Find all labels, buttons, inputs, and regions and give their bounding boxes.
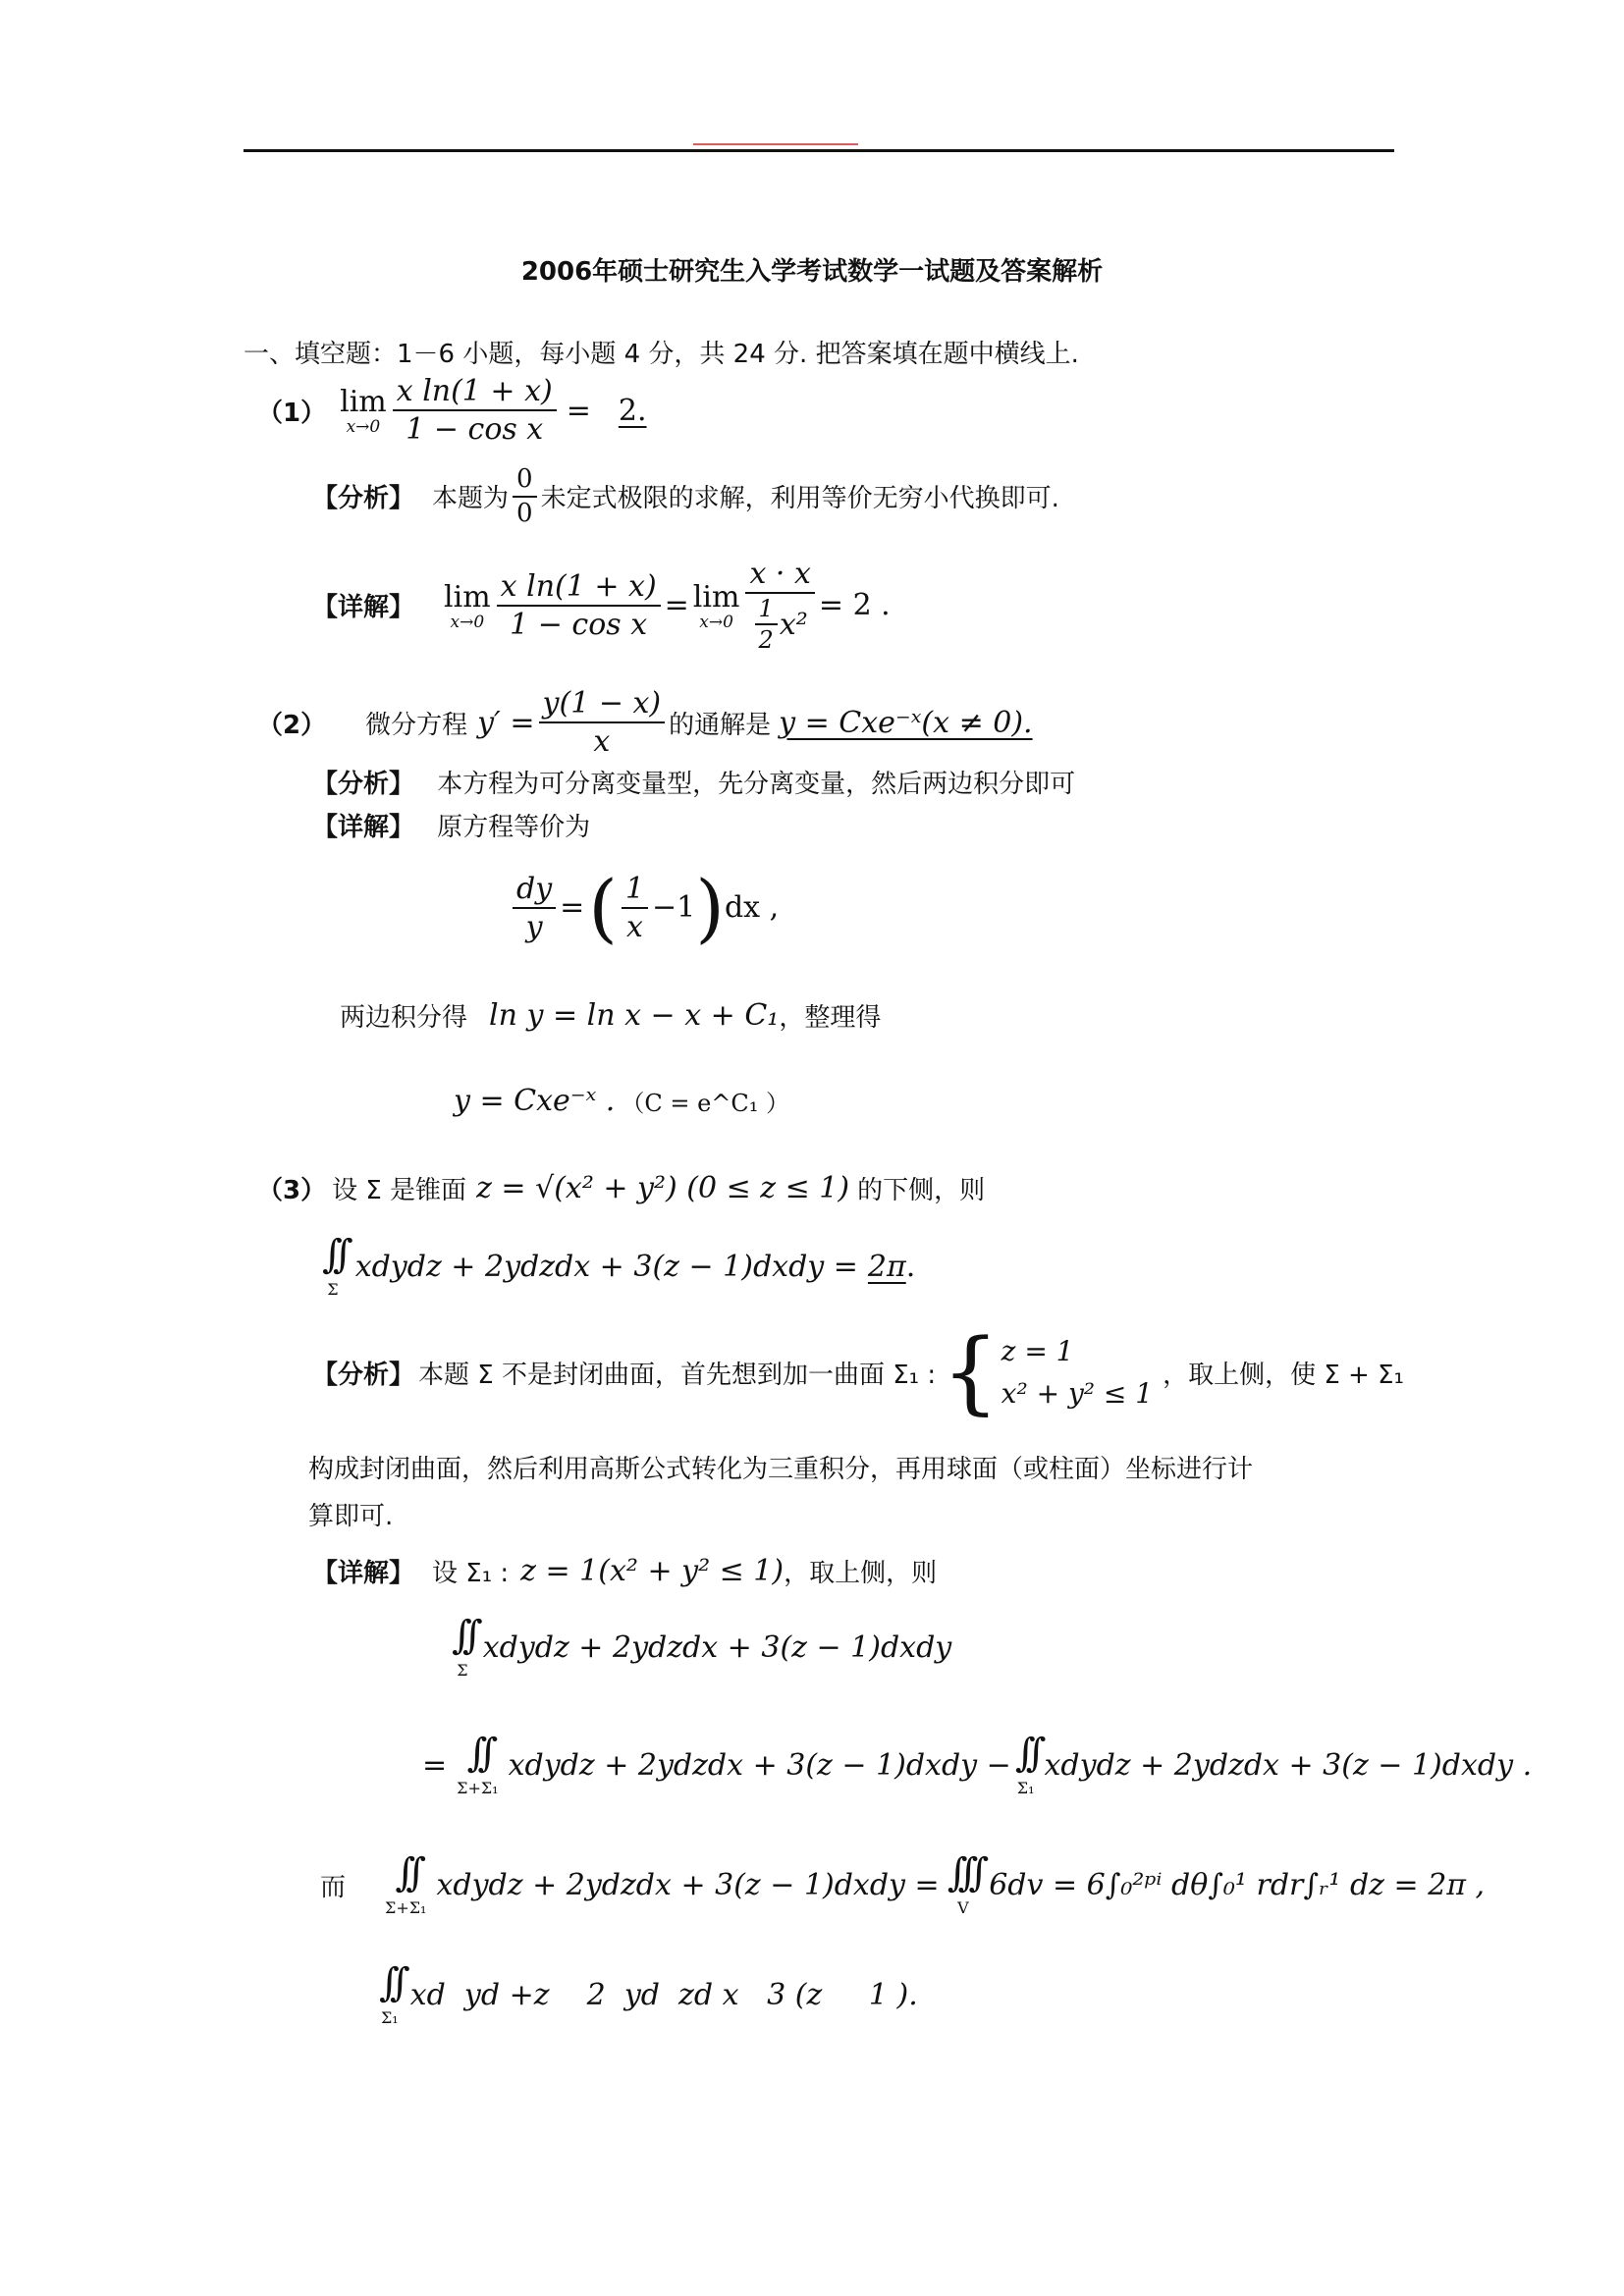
q1-detail: 【详解】 lim x→0 $\frac{\text{x ln(1 + x)}}{\text{1 − cos x}}$ = lim x→0 x · x $\frac{1}{2}$ x² = 2 . bbox=[312, 557, 891, 655]
page-title: 2006年硕士研究生入学考试数学一试题及答案解析 bbox=[520, 257, 1104, 287]
q3-int-line2: = ∫∫ Σ+Σ₁ xdydz + 2ydzdx + 3(z − 1)dxdy − ∫∫ Σ₁ xdydz + 2ydzdx + 3(z − 1)dxdy . bbox=[422, 1731, 1533, 1797]
q2-line: （2） 微分方程 y′ = $\frac{y(1 - x)}{x}$ 的通解是 y = Cxe⁻ˣ(x ≠ 0). bbox=[257, 686, 1033, 759]
header-rule bbox=[244, 149, 1394, 152]
q3-analysis: 【分析】 本题 Σ 不是封闭曲面，首先想到加一曲面 Σ₁ : { z = 1 x² + y² ≤ 1 ，取上侧，使 Σ + Σ₁ bbox=[312, 1319, 1404, 1424]
q2-analysis: 【分析】 本方程为可分离变量型，先分离变量，然后两边积分即可 bbox=[312, 770, 1076, 799]
q1-analysis: 【分析】 本题为 $\frac{0}{0}$ 未定式极限的求解，利用等价无穷小代换即可. bbox=[312, 464, 1059, 528]
q3-int-line4: ∫∫ Σ₁ xd yd +z 2 yd zd x 3 (z 1 ). bbox=[379, 1960, 918, 2027]
q3-int-line3: 而 ∫∫ Σ+Σ₁ xdydz + 2ydzdx + 3(z − 1)dxdy = ∫∫∫ V 6dv = 6∫₀²ᵖⁱ dθ∫₀¹ rdr∫ᵣ¹ dz = 2π , bbox=[320, 1850, 1486, 1917]
q3-int-line1: ∫∫ Σ xdydz + 2ydzdx + 3(z − 1)dxdy bbox=[452, 1613, 952, 1680]
q3-analysis-2: 构成封闭曲面，然后利用高斯公式转化为三重积分，再用球面（或柱面）坐标进行计 bbox=[308, 1455, 1254, 1484]
q1-lim: lim x→0 bbox=[340, 385, 387, 437]
q2-eq2: 两边积分得 ln y = ln x − x + C₁ ，整理得 bbox=[340, 998, 882, 1033]
q3-line: （3） 设 Σ 是锥面 z = √(x² + y²) (0 ≤ z ≤ 1) 的下侧，则 bbox=[257, 1171, 986, 1205]
q1-answer: 2. bbox=[618, 393, 647, 428]
q3-detail: 【详解】 设 Σ₁ : z = 1(x² + y² ≤ 1) ，取上侧，则 bbox=[312, 1554, 938, 1588]
q2-answer: y = Cxe⁻ˣ(x ≠ 0). bbox=[779, 705, 1033, 740]
q1-number: （1） bbox=[257, 398, 327, 428]
q3-analysis-3: 算即可. bbox=[308, 1502, 394, 1531]
section-heading: 一、填空题：1－6 小题，每小题 4 分，共 24 分. 把答案填在题中横线上. bbox=[244, 340, 1079, 369]
header-red-mark bbox=[693, 143, 858, 145]
q1-fraction: $\frac{\text{x ln(1 + x)}}{\text{1 − cos x}}$ bbox=[393, 375, 557, 446]
q3-integral: ∫∫ Σ xdydz + 2ydzdx + 3(z − 1)dxdy = 2π . bbox=[322, 1232, 916, 1299]
q2-eq1: $\frac{dy}{y}$ = ( $\frac{1}{x}$ −1 ) dx , bbox=[509, 864, 779, 951]
q2-detail: 【详解】 原方程等价为 bbox=[312, 813, 591, 842]
q3-answer: 2π bbox=[867, 1249, 906, 1284]
q2-eq3: y = Cxe⁻ˣ . （C = e^C₁ ） bbox=[454, 1084, 789, 1118]
q1-line: （1） lim x→0 $\frac{\text{x ln(1 + x)}}{\text{1 − cos x}}$ = 2. bbox=[257, 374, 647, 447]
